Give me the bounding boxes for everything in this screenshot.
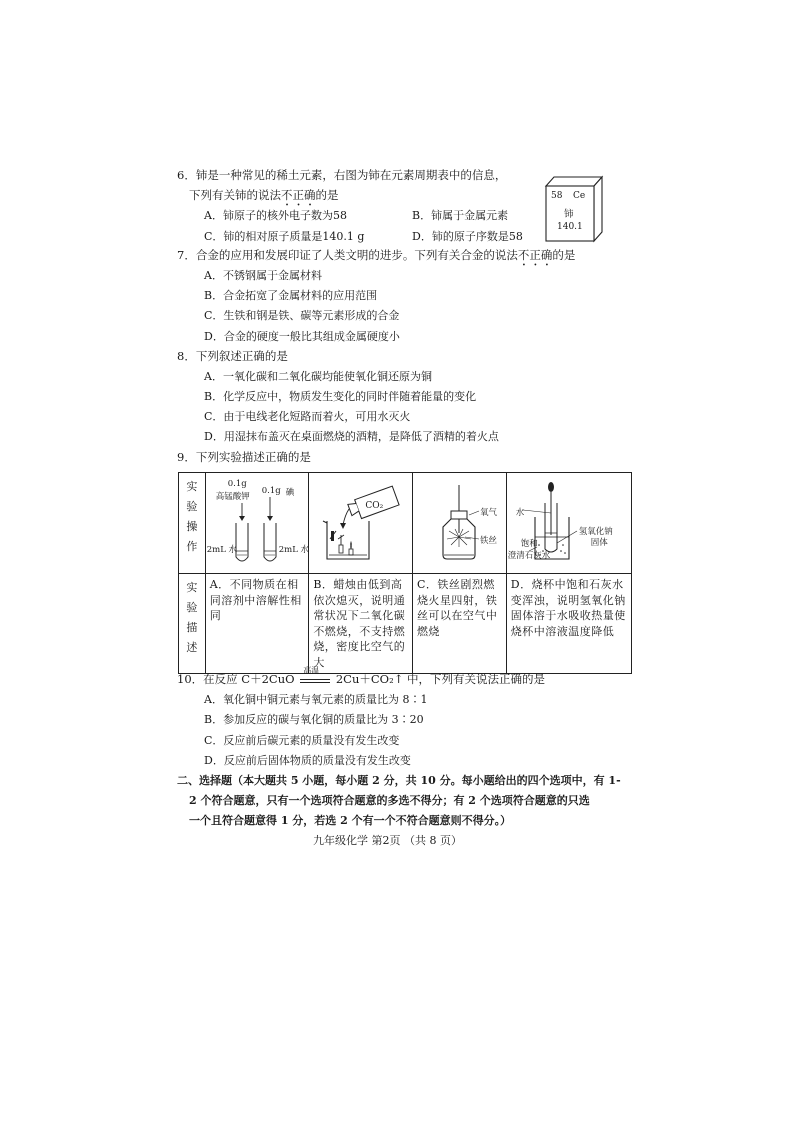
q7-stem [177,247,575,269]
co2-label: CO₂ [365,501,384,511]
lime-label-2: 澄清石灰水 [507,551,551,561]
q6-option-d: D．铈的原子序数是58 [412,230,523,243]
candles-beaker-drawing [309,473,413,569]
table-row-operation [179,473,632,574]
q10-option-d: D．反应前后固体物质的质量没有发生改变 [204,754,411,767]
lime-label-1: 饱和 [520,539,538,549]
q8-option-b: B．化学反应中，物质发生变化的同时伴随着能量的变化 [204,390,477,403]
section2-line3: 一个且符合题意得 1 分，若选 2 个有一个不符合题意则不得分。） [189,814,512,827]
q7-option-c: C．生铁和钢是铁、碳等元素形成的合金 [204,309,400,322]
q6-option-c: C．铈的相对原子质量是140.1 g [204,230,365,243]
q6-emphasis: 不正确 [281,188,316,202]
desc-d: D．烧杯中饱和石灰水变浑浊，说明氢氧化钠固体溶于水吸收热量使烧杯中溶液温度降低 [506,574,631,674]
q6-stem-part-c: 的是 [315,188,339,202]
oxygen-label: 氧气 [479,508,497,518]
water-label-d: 水 [515,508,525,518]
experiment-table [178,472,632,674]
q7-stem-part-a: 7．合金的应用和发展印证了人类文明的进步。下列有关合金的说法 [177,248,518,262]
element-name: 铈 [564,209,574,220]
page-footer: 九年级化学 第2页 （共 8 页） [313,834,462,847]
q8-option-c: C．由于电线老化短路而着火，可用水灭火 [204,410,411,423]
desc-a: A．不同物质在相同溶剂中溶解性相同 [205,574,309,674]
element-symbol: Ce [573,191,586,201]
q9-stem: 9．下列实验描述正确的是 [177,450,311,464]
cell-a-diagram [205,473,309,574]
row-head-description: 实验描述 [179,574,206,674]
naoh-label-2: 固体 [590,538,608,548]
element-number: 58 [551,191,563,201]
reaction-condition: 高温 [303,666,320,675]
iron-wire-bottle-drawing [413,473,507,569]
table-row-description [179,574,632,674]
cell-c-diagram [412,473,506,574]
q7-option-d: D．合金的硬度一般比其组成金属硬度小 [204,330,400,343]
element-mass: 140.1 [557,222,583,232]
q6-stem-part-a: 下列有关铈的说法 [189,188,281,202]
q8-option-a: A．一氧化碳和二氧化碳均能使氧化铜还原为铜 [204,370,432,383]
desc-b: B．蜡烛由低到高依次熄灭，说明通常状况下二氧化碳不燃烧，不支持燃烧，密度比空气的大 [309,574,413,674]
water1-label: 2mL 水 [206,545,238,555]
q6-stem-line1: 6．铈是一种常见的稀土元素，右图为铈在元素周期表中的信息， [177,168,507,182]
q7-stem-part-c: 的是 [552,248,576,262]
q7-option-a: A．不锈钢属于金属材料 [204,269,322,282]
naoh-label-1: 氢氧化钠 [578,527,613,537]
reaction-arrow [298,666,332,687]
q10-stem-part-a: 10．在反应 C＋2CuO [177,672,295,686]
q10-option-c: C．反应前后碳元素的质量没有发生改变 [204,734,400,747]
q6-option-b: B．铈属于金属元素 [412,209,509,222]
q10-option-b: B．参加反应的碳与氧化铜的质量比为 3∶20 [204,713,424,726]
q8-stem: 8．下列叙述正确的是 [177,349,288,363]
q6-option-a: A．铈原子的核外电子数为58 [204,209,347,222]
water2-label: 2mL 水 [278,545,310,555]
q10-option-a: A．氧化铜中铜元素与氧元素的质量比为 8∶1 [204,693,428,706]
q10-stem [177,666,546,687]
reagent1-label: 高锰酸钾 [215,492,250,502]
reagent2-amount: 0.1g [261,486,281,496]
desc-c: C．铁丝剧烈燃烧火星四射，铁丝可以在空气中燃烧 [412,574,506,674]
q6-stem-line2 [189,187,339,209]
row-head-operation: 实验操作 [179,473,206,574]
q7-option-b: B．合金拓宽了金属材料的应用范围 [204,289,378,302]
reagent1-amount: 0.1g [227,479,247,489]
q7-emphasis: 不正确 [517,248,553,262]
q10-stem-part-b: 2Cu＋CO₂↑ 中，下列有关说法正确的是 [335,672,546,686]
cell-d-diagram [506,473,631,574]
q8-option-d: D．用湿抹布盖灭在桌面燃烧的酒精，是降低了酒精的着火点 [204,430,499,443]
section2-line2: 2 个符合题意，只有一个选项符合题意的多选不得分；有 2 个选项符合题意的只选 [189,794,590,807]
iron-wire-label: 铁丝 [479,536,497,546]
cell-b-diagram [309,473,413,574]
reagent2-label: 碘 [285,488,295,498]
section2-line1: 二、选择题（本大题共 5 小题，每小题 2 分，共 10 分。每小题给出的四个选项中，有 1- [177,774,621,787]
